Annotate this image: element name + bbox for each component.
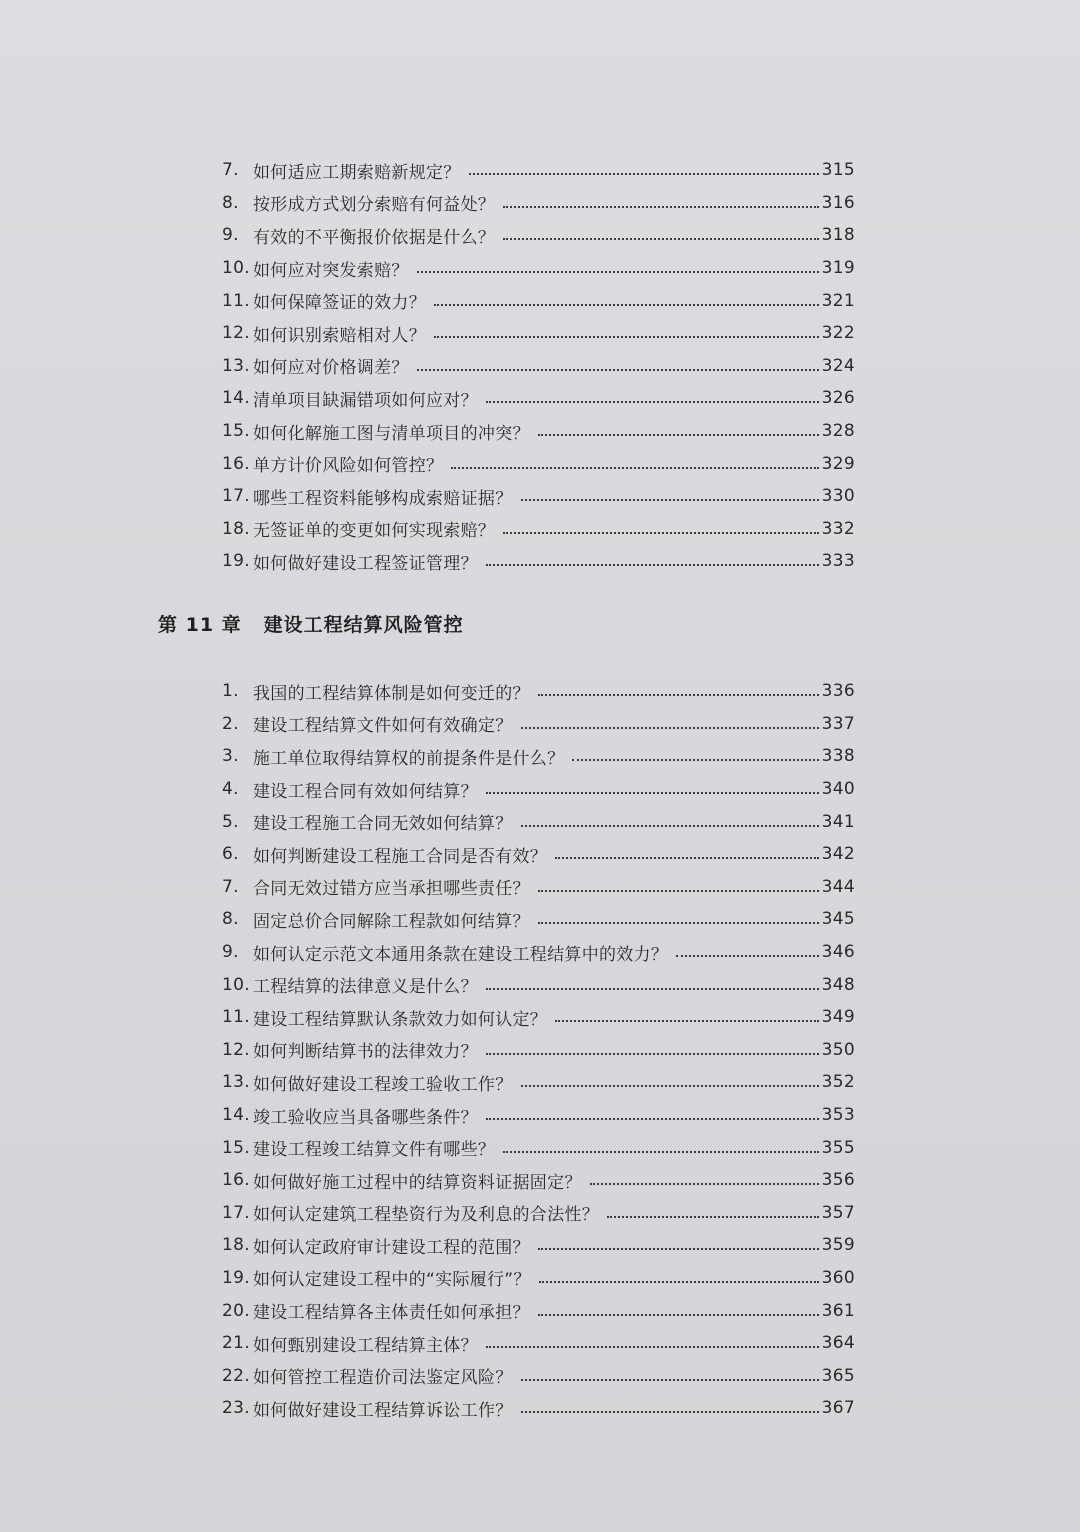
toc-dot-leader — [607, 1216, 819, 1218]
toc-entry-page: 353 — [821, 1105, 855, 1126]
toc-entry-page: 340 — [821, 779, 855, 800]
toc-dot-leader — [521, 1085, 819, 1087]
toc-entry-number: 6. — [222, 844, 239, 865]
toc-entry-number: 13. — [222, 1072, 250, 1093]
toc-entry-number: 15. — [222, 421, 250, 442]
toc-entry-title: 按形成方式划分索赔有何益处？ — [253, 195, 496, 216]
toc-entry-number: 18. — [222, 1235, 250, 1256]
toc-dot-leader — [539, 1281, 819, 1283]
toc-entry — [222, 219, 855, 252]
toc-entry-title: 如何做好建设工程结算诉讼工作？ — [253, 1400, 513, 1421]
toc-dot-leader — [434, 336, 819, 338]
toc-entry-page: 321 — [821, 290, 855, 311]
toc-entry — [222, 1262, 855, 1295]
toc-entry-page: 326 — [821, 388, 855, 409]
toc-entry-page: 361 — [821, 1300, 855, 1321]
toc-dot-leader — [486, 988, 819, 990]
toc-entry-number: 16. — [222, 453, 250, 474]
toc-entry-number: 20. — [222, 1300, 250, 1321]
toc-entry-number: 17. — [222, 1202, 250, 1223]
toc-entry-page: 324 — [821, 355, 855, 376]
toc-entry — [222, 252, 855, 285]
toc-entry-number: 15. — [222, 1137, 250, 1158]
toc-dot-leader — [486, 1053, 819, 1055]
toc-entry — [222, 675, 855, 708]
toc-dot-leader — [434, 304, 819, 306]
toc-entry-page: 337 — [821, 713, 855, 734]
toc-entry — [222, 1327, 855, 1360]
toc-entry-title: 如何判断建设工程施工合同是否有效？ — [253, 846, 548, 867]
toc-entry-page: 365 — [821, 1365, 855, 1386]
toc-entry-title: 建设工程结算各主体责任如何承担？ — [253, 1303, 530, 1324]
toc-entry-title: 施工单位取得结算权的前提条件是什么？ — [253, 748, 565, 769]
toc-entry — [222, 773, 855, 806]
toc-entry-number: 3. — [222, 746, 239, 767]
toc-dot-leader — [486, 1118, 819, 1120]
toc-entry-page: 360 — [821, 1267, 855, 1288]
toc-entry-number: 2. — [222, 713, 239, 734]
toc-entry — [222, 317, 855, 350]
toc-entry-page: 329 — [821, 453, 855, 474]
toc-entry-number: 10. — [222, 974, 250, 995]
toc-entry-title: 无签证单的变更如何实现索赔？ — [253, 521, 496, 542]
toc-entry — [222, 1066, 855, 1099]
toc-dot-leader — [503, 532, 818, 534]
toc-entry-number: 8. — [222, 192, 239, 213]
toc-dot-leader — [538, 1248, 819, 1250]
toc-dot-leader — [521, 1411, 819, 1413]
toc-dot-leader — [521, 499, 819, 501]
toc-entry — [222, 1392, 855, 1425]
toc-dot-leader — [538, 694, 819, 696]
toc-entry — [222, 284, 855, 317]
toc-entry-number: 22. — [222, 1365, 250, 1386]
toc-entry — [222, 1131, 855, 1164]
toc-entry — [222, 1034, 855, 1067]
toc-entry-title: 哪些工程资料能够构成索赔证据？ — [253, 488, 513, 509]
toc-entry-title: 工程结算的法律意义是什么？ — [253, 977, 478, 998]
toc-entry-number: 14. — [222, 1105, 250, 1126]
toc-entry-page: 355 — [821, 1137, 855, 1158]
toc-entry — [222, 1229, 855, 1262]
toc-dot-leader — [538, 922, 819, 924]
toc-entry — [222, 447, 855, 480]
toc-entry-title: 清单项目缺漏错项如何应对？ — [253, 390, 478, 411]
toc-entry-page: 315 — [821, 160, 855, 181]
toc-entry-number: 7. — [222, 876, 239, 897]
toc-entry-page: 322 — [821, 323, 855, 344]
chapter-label: 第 11 章 — [158, 614, 242, 636]
toc-entry-title: 如何做好建设工程竣工验收工作？ — [253, 1074, 513, 1095]
toc-entry-title: 如何认定政府审计建设工程的范围？ — [253, 1237, 530, 1258]
toc-entry — [222, 871, 855, 904]
toc-entry-title: 如何保障签证的效力？ — [253, 293, 426, 314]
toc-dot-leader — [521, 727, 819, 729]
toc-dot-leader — [503, 1151, 818, 1153]
toc-entry-title: 建设工程合同有效如何结算？ — [253, 781, 478, 802]
toc-entry-number: 14. — [222, 388, 250, 409]
toc-entry — [222, 903, 855, 936]
toc-entry — [222, 936, 855, 969]
toc-entry-title: 如何适应工期索赔新规定？ — [253, 162, 461, 183]
toc-entry — [222, 480, 855, 513]
toc-list-previous-chapter — [222, 154, 855, 578]
toc-entry-page: 319 — [821, 258, 855, 279]
toc-dot-leader — [521, 1379, 819, 1381]
toc-entry-number: 9. — [222, 225, 239, 246]
toc-dot-leader — [590, 1183, 819, 1185]
toc-entry-page: 316 — [821, 192, 855, 213]
toc-entry — [222, 154, 855, 187]
toc-dot-leader — [555, 857, 819, 859]
toc-entry-number: 12. — [222, 1039, 250, 1060]
toc-entry-number: 21. — [222, 1333, 250, 1354]
toc-entry-number: 16. — [222, 1170, 250, 1191]
toc-dot-leader — [538, 434, 819, 436]
toc-entry — [222, 513, 855, 546]
toc-entry-title: 建设工程结算文件如何有效确定？ — [253, 716, 513, 737]
toc-entry-title: 单方计价风险如何管控？ — [253, 456, 444, 477]
toc-dot-leader — [572, 759, 818, 761]
toc-entry-title: 建设工程结算默认条款效力如何认定？ — [253, 1009, 548, 1030]
toc-entry-page: 352 — [821, 1072, 855, 1093]
toc-entry-number: 23. — [222, 1398, 250, 1419]
toc-entry-number: 11. — [222, 1007, 250, 1028]
toc-entry-number: 10. — [222, 258, 250, 279]
toc-entry-page: 342 — [821, 844, 855, 865]
toc-entry-number: 9. — [222, 942, 239, 963]
toc-entry-number: 1. — [222, 681, 239, 702]
toc-entry-number: 13. — [222, 355, 250, 376]
toc-entry-number: 11. — [222, 290, 250, 311]
toc-dot-leader — [486, 792, 819, 794]
toc-entry-number: 12. — [222, 323, 250, 344]
toc-dot-leader — [451, 467, 818, 469]
toc-entry-page: 328 — [821, 421, 855, 442]
toc-entry-title: 如何应对价格调差？ — [253, 358, 409, 379]
toc-entry-number: 17. — [222, 486, 250, 507]
toc-entry-page: 344 — [821, 876, 855, 897]
toc-entry — [222, 708, 855, 741]
toc-dot-leader — [503, 238, 818, 240]
toc-entry-number: 7. — [222, 160, 239, 181]
toc-entry — [222, 187, 855, 220]
toc-entry — [222, 1099, 855, 1132]
toc-entry-number: 5. — [222, 811, 239, 832]
toc-list-chapter-11 — [222, 675, 855, 1425]
toc-entry-number: 19. — [222, 551, 250, 572]
toc-entry-page: 346 — [821, 942, 855, 963]
toc-entry-page: 341 — [821, 811, 855, 832]
toc-entry-page: 357 — [821, 1202, 855, 1223]
toc-dot-leader — [486, 401, 819, 403]
toc-entry-title: 如何识别索赔相对人？ — [253, 325, 426, 346]
toc-entry — [222, 968, 855, 1001]
toc-dot-leader — [503, 206, 818, 208]
toc-entry-page: 338 — [821, 746, 855, 767]
toc-dot-leader — [521, 825, 819, 827]
toc-dot-leader — [676, 955, 818, 957]
toc-entry-page: 336 — [821, 681, 855, 702]
toc-entry-title: 我国的工程结算体制是如何变迁的？ — [253, 683, 530, 704]
toc-entry-title: 合同无效过错方应当承担哪些责任？ — [253, 879, 530, 900]
toc-entry — [222, 1359, 855, 1392]
toc-dot-leader — [469, 173, 819, 175]
toc-entry-page: 367 — [821, 1398, 855, 1419]
toc-entry-title: 固定总价合同解除工程款如何结算？ — [253, 911, 530, 932]
toc-entry-page: 364 — [821, 1333, 855, 1354]
toc-dot-leader — [486, 564, 819, 566]
toc-entry-title: 如何认定示范文本通用条款在建设工程结算中的效力？ — [253, 944, 669, 965]
chapter-heading — [158, 610, 464, 637]
toc-entry-number: 19. — [222, 1267, 250, 1288]
toc-dot-leader — [417, 369, 819, 371]
toc-entry — [222, 1294, 855, 1327]
toc-dot-leader — [417, 271, 819, 273]
toc-entry — [222, 1164, 855, 1197]
toc-entry-page: 330 — [821, 486, 855, 507]
toc-entry-page: 348 — [821, 974, 855, 995]
toc-entry-title: 如何做好施工过程中的结算资料证据固定？ — [253, 1172, 582, 1193]
toc-entry — [222, 350, 855, 383]
toc-entry-page: 359 — [821, 1235, 855, 1256]
toc-entry-number: 8. — [222, 909, 239, 930]
toc-entry — [222, 415, 855, 448]
toc-entry-page: 350 — [821, 1039, 855, 1060]
toc-entry — [222, 838, 855, 871]
toc-entry-title: 建设工程施工合同无效如何结算？ — [253, 814, 513, 835]
toc-entry — [222, 805, 855, 838]
toc-entry — [222, 740, 855, 773]
toc-entry-page: 332 — [821, 518, 855, 539]
toc-entry-number: 4. — [222, 779, 239, 800]
toc-dot-leader — [538, 890, 819, 892]
toc-entry-number: 18. — [222, 518, 250, 539]
toc-entry-page: 356 — [821, 1170, 855, 1191]
toc-entry-title: 如何做好建设工程签证管理？ — [253, 553, 478, 574]
toc-entry-title: 竣工验收应当具备哪些条件？ — [253, 1107, 478, 1128]
toc-entry — [222, 1197, 855, 1230]
toc-entry-title: 如何甄别建设工程结算主体？ — [253, 1335, 478, 1356]
toc-entry-title: 如何应对突发索赔？ — [253, 260, 409, 281]
chapter-title: 建设工程结算风险管控 — [263, 614, 464, 636]
toc-entry — [222, 382, 855, 415]
toc-entry-title: 如何管控工程造价司法鉴定风险？ — [253, 1368, 513, 1389]
toc-entry-page: 333 — [821, 551, 855, 572]
toc-entry — [222, 545, 855, 578]
toc-entry-page: 318 — [821, 225, 855, 246]
toc-entry — [222, 1001, 855, 1034]
toc-entry-page: 349 — [821, 1007, 855, 1028]
toc-entry-title: 如何认定建筑工程垫资行为及利息的合法性？ — [253, 1205, 599, 1226]
toc-entry-title: 如何判断结算书的法律效力？ — [253, 1042, 478, 1063]
toc-dot-leader — [486, 1346, 819, 1348]
toc-entry-title: 建设工程竣工结算文件有哪些？ — [253, 1140, 496, 1161]
toc-entry-title: 如何认定建设工程中的“实际履行”？ — [253, 1270, 531, 1291]
toc-dot-leader — [538, 1314, 819, 1316]
toc-entry-title: 有效的不平衡报价依据是什么？ — [253, 227, 496, 248]
toc-entry-title: 如何化解施工图与清单项目的冲突？ — [253, 423, 530, 444]
toc-dot-leader — [555, 1020, 819, 1022]
toc-entry-page: 345 — [821, 909, 855, 930]
